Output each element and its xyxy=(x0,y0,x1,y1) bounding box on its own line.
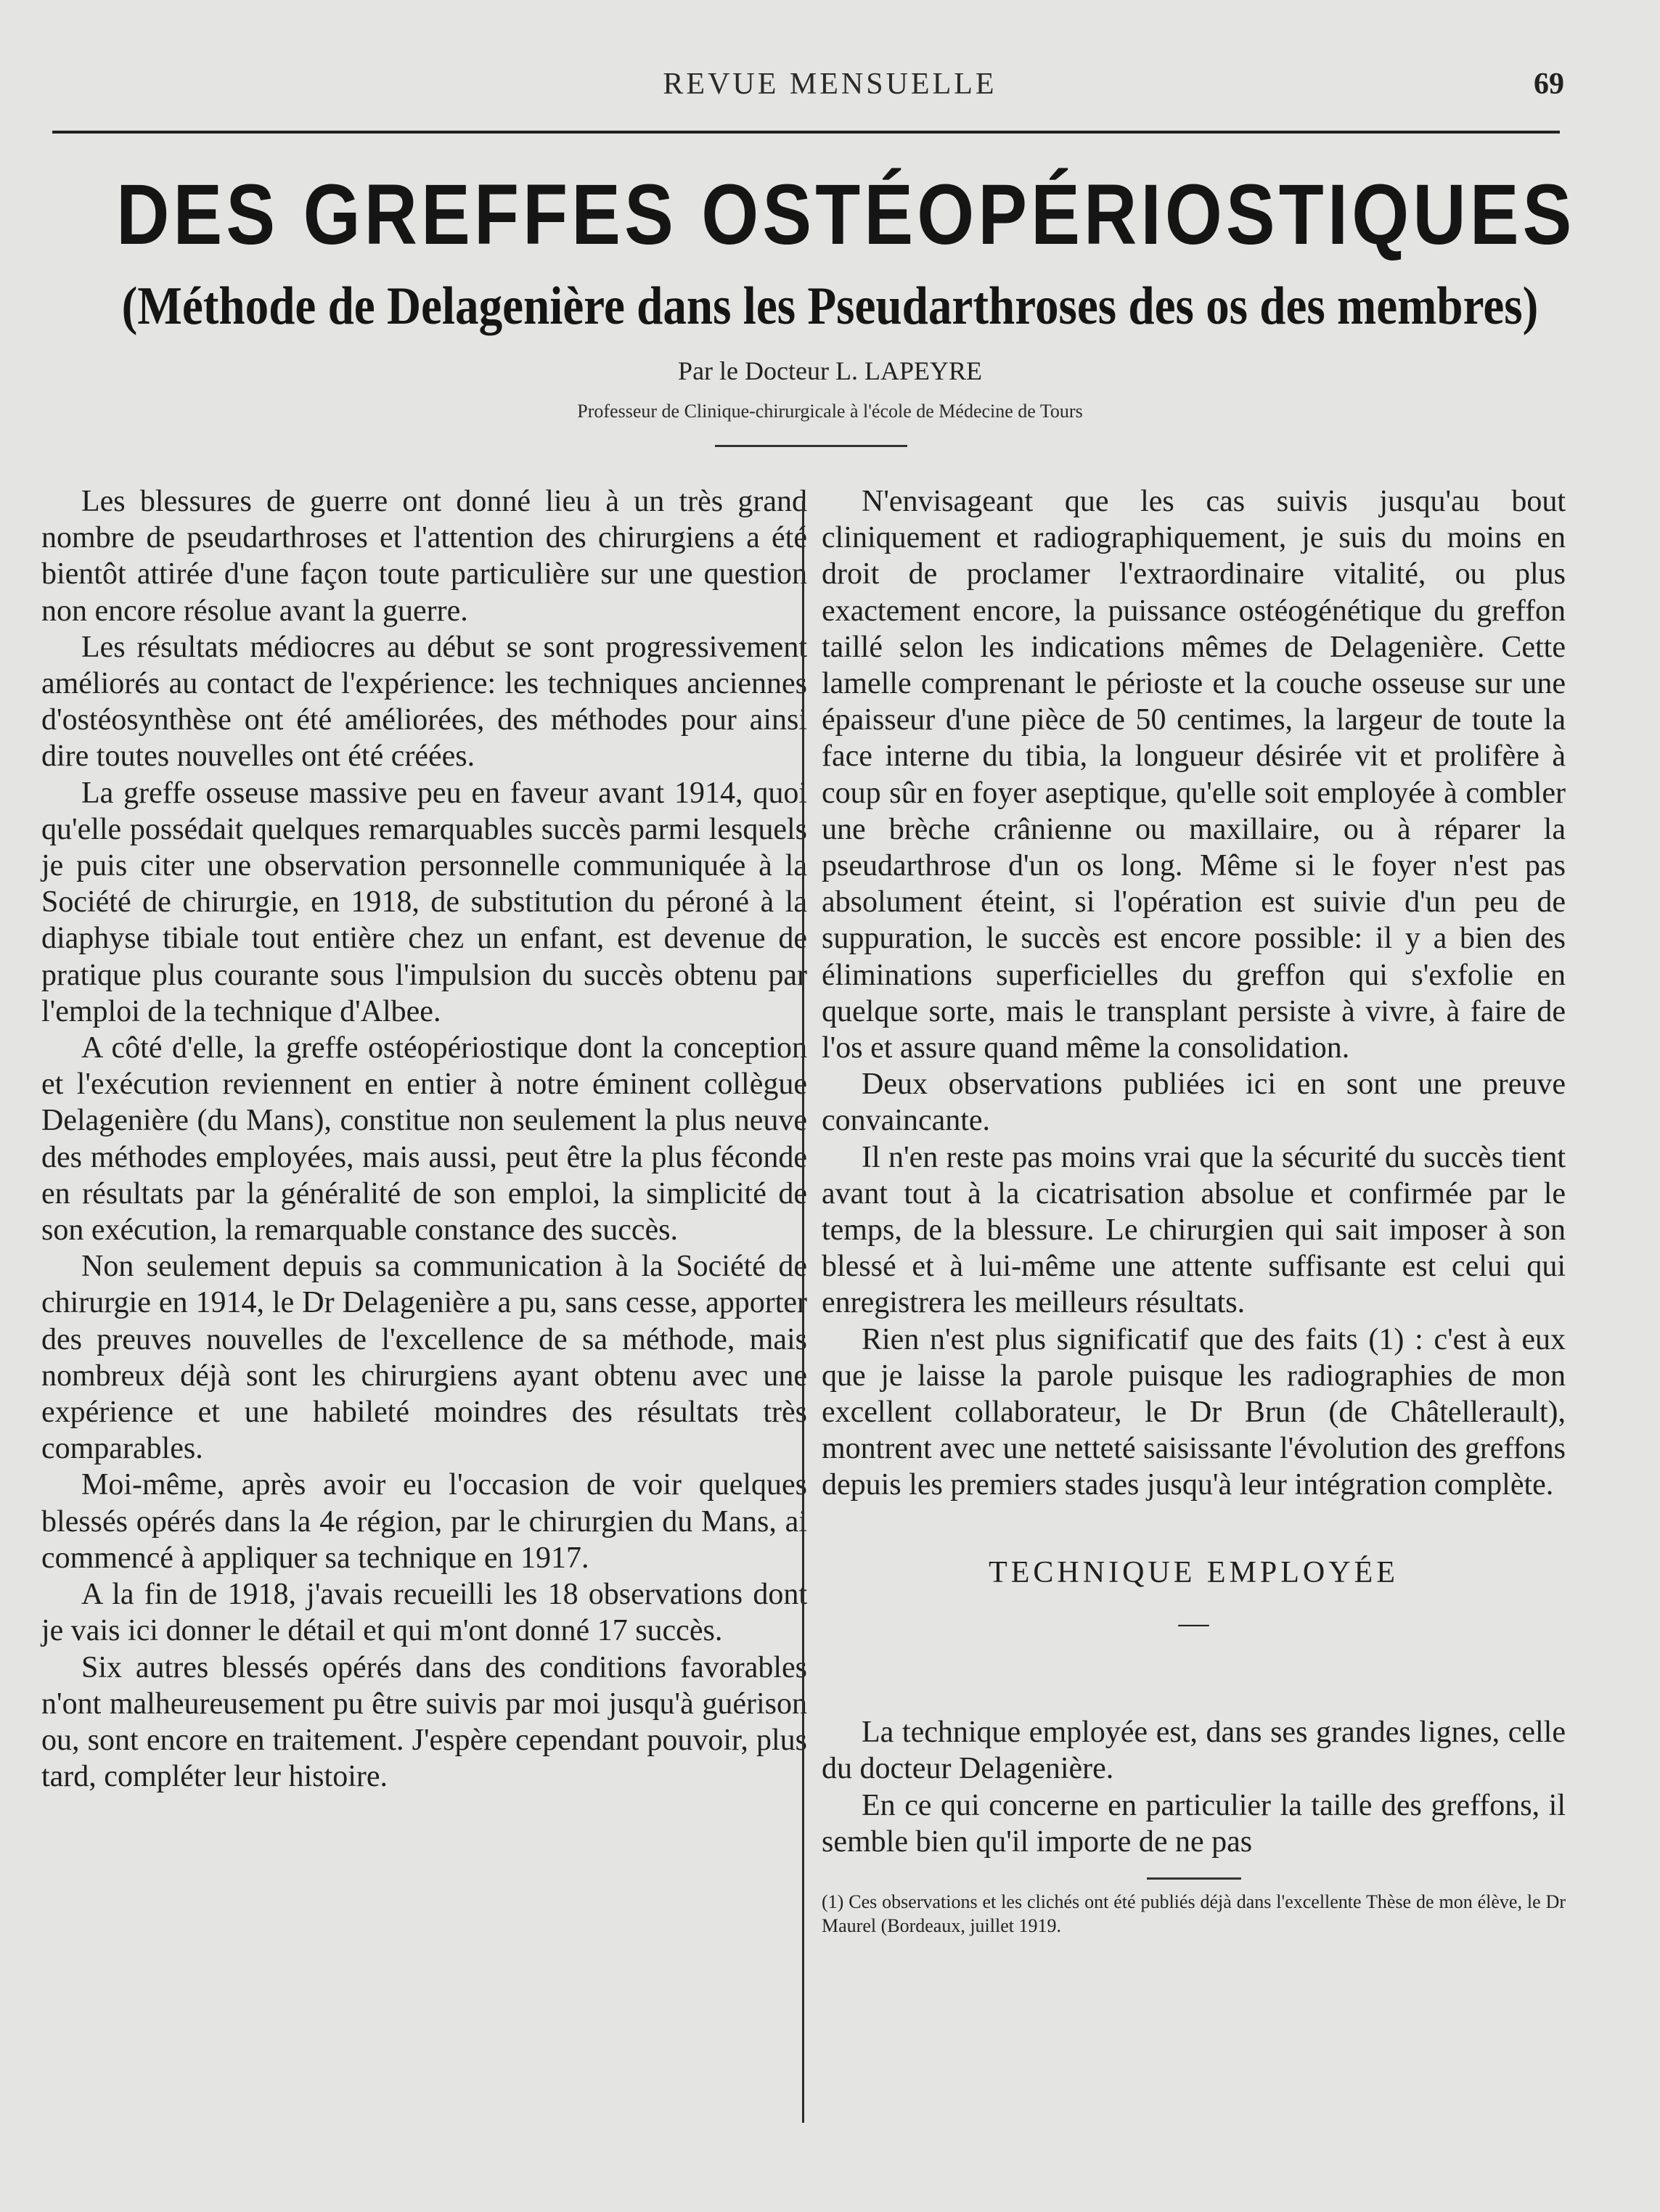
journal-name: REVUE MENSUELLE xyxy=(663,67,997,101)
column-divider xyxy=(802,501,804,2123)
article-subtitle: (Méthode de Delagenière dans les Pseudarthroses des os des membres) xyxy=(121,276,1539,336)
paragraph: A la fin de 1918, j'avais recueilli les 18 observations dont je vais ici donner le détail et qui m'ont donné 17 succès. xyxy=(41,1578,807,1648)
paragraph: La greffe osseuse massive peu en faveur avant 1914, quoi qu'elle possédait quelques remarquables succès parmi lesquels je puis citer une observation personnelle communiquée à la Société de chirurgie, en 1918, de substitution du péroné à la diaphyse tibiale tout entière chez un enfant, est devenue de pratique plus courante sous l'impulsion du succès obtenu par l'emploi de la technique d'Albee. xyxy=(41,776,807,1028)
paragraph: Les blessures de guerre ont donné lieu à un très grand nombre de pseudarthroses et l'attention des chirurgiens a été bientôt attirée d'une façon toute particulière sur une question non encore résolue avant la guerre. xyxy=(41,485,807,628)
section-dash: — xyxy=(1178,1606,1209,1640)
footnote-rule xyxy=(1147,1877,1241,1880)
article-title: DES GREFFES OSTÉOPÉRIOSTIQUES xyxy=(116,167,1576,263)
title-rule xyxy=(715,445,907,447)
running-head xyxy=(0,67,1660,107)
paragraph: Non seulement depuis sa communication à la Société de chirurgie en 1914, le Dr Delagenière a pu, sans cesse, apporter des preuves nouvelles de l'excellence de sa méthode, mais nombreux déjà sont les chirurgiens ayant obtenu avec une expérience et une habileté moindres des résultats très comparables. xyxy=(41,1250,807,1466)
paragraph: En ce qui concerne en particulier la taille des greffons, il semble bien qu'il importe de ne pas xyxy=(822,1788,1566,1859)
paragraph: Les résultats médiocres au début se sont progressivement améliorés au contact de l'expérience: les techniques anciennes d'ostéosynthèse ont été améliorées, des méthodes pour ainsi dire toutes nouvelles ont été créées. xyxy=(41,630,807,774)
paragraph: Moi-même, après avoir eu l'occasion de voir quelques blessés opérés dans la 4e région, par le chirurgien du Mans, ai commencé à appliquer sa technique en 1917. xyxy=(41,1468,807,1575)
author-affiliation: Professeur de Clinique-chirurgicale à l'école de Médecine de Tours xyxy=(577,401,1083,422)
paragraph: Rien n'est plus significatif que des faits (1) : c'est à eux que je laisse la parole puisque les radiographies de mon excellent collaborateur, le Dr Brun (de Châtellerault), montrent avec une netteté saisissante l'évolution des greffons depuis les premiers stades jusqu'à leur intégration complète. xyxy=(822,1322,1566,1502)
header-rule xyxy=(52,131,1560,134)
paragraph: A côté d'elle, la greffe ostéopériostique dont la conception et l'exécution reviennent en entier à notre éminent collègue Delagenière (du Mans), constitue non seulement la plus neuve des méthodes employées, mais aussi, peut être la plus féconde en résultats par la généralité de son emploi, la simplicité de son exécution, la remarquable constance des succès. xyxy=(41,1031,807,1248)
paragraph: Il n'en reste pas moins vrai que la sécurité du succès tient avant tout à la cicatrisation absolue et confirmée par le temps, de la blessure. Le chirurgien qui sait imposer à son blessé et à lui-même une attente suffisante est celui qui enregistrera les meilleurs résultats. xyxy=(822,1140,1566,1320)
article-author: Par le Docteur L. LAPEYRE xyxy=(678,356,982,385)
paragraph: Deux observations publiées ici en sont une preuve convaincante. xyxy=(822,1068,1566,1138)
section-heading: TECHNIQUE EMPLOYÉE xyxy=(989,1555,1399,1589)
left-column xyxy=(41,483,807,1795)
right-column xyxy=(822,483,1566,1938)
paragraph: Six autres blessés opérés dans des conditions favorables n'ont malheureusement pu être suivis par moi jusqu'à guérison ou, sont encore en traitement. J'espère cependant pouvoir, plus tard, compléter leur histoire. xyxy=(41,1650,807,1794)
paragraph: N'envisageant que les cas suivis jusqu'au bout cliniquement et radiographiquement, je suis du moins en droit de proclamer l'extraordinaire vitalité, ou plus exactement encore, la puissance ostéogénétique du greffon taillé selon les indications mêmes de Delagenière. Cette lamelle comprenant le périoste et la couche osseuse sur une épaisseur d'une pièce de 50 centimes, la largeur de toute la face interne du tibia, la longueur désirée vit et prolifère à coup sûr en foyer aseptique, qu'elle soit employée à combler une brèche crânienne ou maxillaire, ou à réparer la pseudarthrose d'un os long. Même si le foyer n'est pas absolument éteint, si l'opération est suivie d'un peu de suppuration, le succès est encore possible: il y a bien des éliminations superficielles du greffon qui s'exfolie en quelque sorte, mais le transplant persiste à vivre, à faire de l'os et assure quand même la consolidation. xyxy=(822,485,1566,1065)
page-number: 69 xyxy=(1534,67,1564,101)
paragraph: La technique employée est, dans ses grandes lignes, celle du docteur Delagenière. xyxy=(822,1716,1566,1786)
footnote: (1) Ces observations et les clichés ont été publiés déjà dans l'excellente Thèse de mon élève, le Dr Maurel (Bordeaux, juillet 1919. xyxy=(822,1891,1566,1936)
